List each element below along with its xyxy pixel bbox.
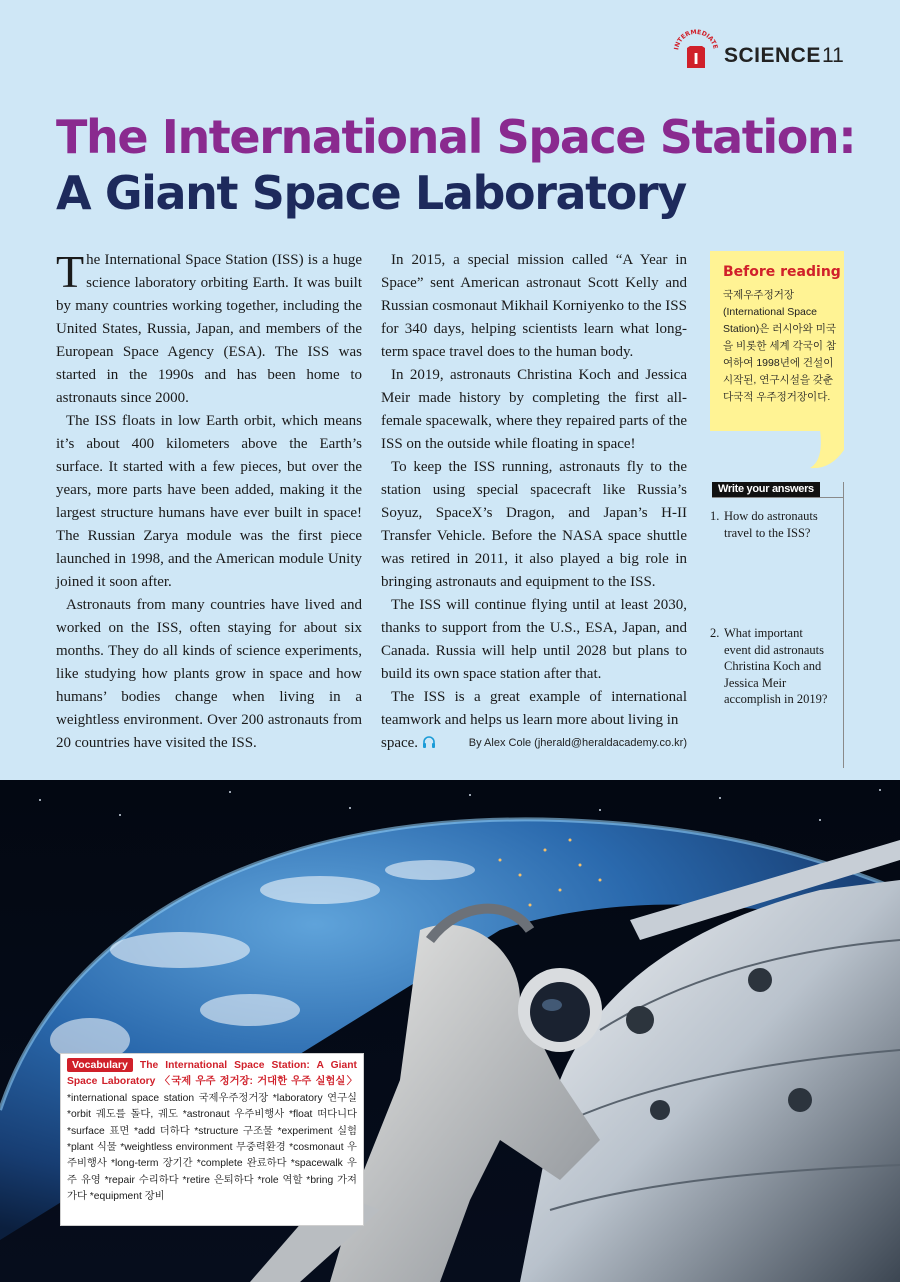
question-text: What important event did astronauts Christina Koch and Jessica Meir accomplish in 2019? xyxy=(724,626,828,706)
level-badge-letter: I xyxy=(693,50,699,68)
headphones-icon[interactable] xyxy=(422,735,436,749)
byline: By Alex Cole (jherald@heraldacademy.co.kr) xyxy=(468,737,687,749)
vocabulary-body: *international space station 국제우주정거장 *laboratory 연구실 *orbit 궤도를 돌다, 궤도 *astronaut 우주비행사 *float 떠다니다 *surface 표면 *add 더하다 *structure 구조물 *experiment 실험 *plant 식물 *weightless environment 무중력환경 *cosmonaut 우주비행사 *long-term 장기간 *complete 완료하다 *spacewalk 우주 유영 *repair 수리하다 *retire 은퇴하다 *role 역할 *bring 가져가다 *equipment 장비 xyxy=(67,1092,357,1203)
article-paragraph: In 2015, a special mission called “A Year in Space” sent American astronaut Scott Kelly and Russian cosmonaut Mikhail Korniyenko to the ISS for 340 days, helping scientists learn what long-term space travel does to the human body. xyxy=(381,252,687,360)
speech-bubble-tail xyxy=(790,430,844,470)
article-paragraph: To keep the ISS running, astronauts fly to the station using special spacecraft like Russia’s Soyuz, SpaceX’s Dragon, and Japan’s H-II Transfer Vehicle. Before the NASA space shuttle was retired in 2011, it also played a big role in bringing astronauts and equipment to the ISS. xyxy=(381,459,687,590)
question-text: How do astronauts travel to the ISS? xyxy=(724,509,818,540)
article-last-line xyxy=(381,732,687,755)
write-answers-label: Write your answers xyxy=(712,482,820,497)
article-column-2 xyxy=(381,249,687,755)
level-badge-icon xyxy=(672,22,720,70)
article-column-1 xyxy=(56,246,362,755)
article-paragraph: The ISS will continue flying until at least 2030, thanks to support from the U.S., ESA, Japan, and Canada. Russia will help until 2028 but plans to build its own space station after that. xyxy=(381,597,687,682)
article-paragraph: The ISS floats in low Earth orbit, which means it’s about 400 kilometers above the Earth’s surface. It started with a few pieces, but over the years, more parts have been added, making it the largest structure humans have ever built in space! The Russian Zarya module was the first piece launched in 1998, and the American module Unity joined it soon after. xyxy=(56,413,362,590)
level-badge-text: INTERMEDIATE xyxy=(673,28,719,51)
vocabulary-content xyxy=(67,1058,357,1206)
headline-line-1: The International Space Station: xyxy=(56,110,856,164)
questions-rule xyxy=(712,497,844,498)
question-item: 2. What important event did astronauts Christina Koch and Jessica Meir accomplish in 2019? xyxy=(710,625,838,708)
question-item: 1. How do astronauts travel to the ISS? xyxy=(710,508,838,541)
vocabulary-heading: The International Space Station: A Giant Space Laboratory 〈국제 우주 정거장: 거대한 우주 실험실〉 xyxy=(67,1060,357,1088)
vocabulary-box xyxy=(60,1053,364,1226)
article-paragraph: Astronauts from many countries have lived and worked on the ISS, often staying for about six months. They do all kinds of science experiments, like studying how plants grow in space and how humans’ bodies change when living in a weightless environment. Over 200 astronauts from 20 countries have visited the ISS. xyxy=(56,597,362,751)
before-reading-title: Before reading xyxy=(723,264,841,280)
article-paragraph: In 2019, astronauts Christina Koch and Jessica Meir made history by completing the first all-female spacewalk, where they repaired parts of the ISS on the outside while floating in space! xyxy=(381,367,687,452)
article-paragraph: The International Space Station (ISS) is a huge science laboratory orbiting Earth. It was built by many countries working together, including the United States, Russia, Japan, and members of the European Space Agency (ESA). The ISS was started in the 1990s and has been home to astronauts since 2000. xyxy=(56,246,362,406)
page-number: 11 xyxy=(822,44,844,67)
before-reading-text: 국제우주정거장 (International Space Station)은 러시아와 미국을 비롯한 세계 각국이 참여하여 1998년에 건설이 시작된, 연구시설을 갖춘 다국적 우주정거장이다. xyxy=(723,289,837,403)
headline-line-2: A Giant Space Laboratory xyxy=(56,166,686,220)
vocabulary-tag: Vocabulary xyxy=(67,1058,133,1072)
questions-divider xyxy=(843,482,844,768)
article-last-word: space. xyxy=(381,735,419,751)
drop-cap: T xyxy=(56,246,85,297)
section-label: SCIENCE xyxy=(724,44,821,67)
article-paragraph: The ISS is a great example of international teamwork and helps us learn more about living in xyxy=(381,689,687,728)
